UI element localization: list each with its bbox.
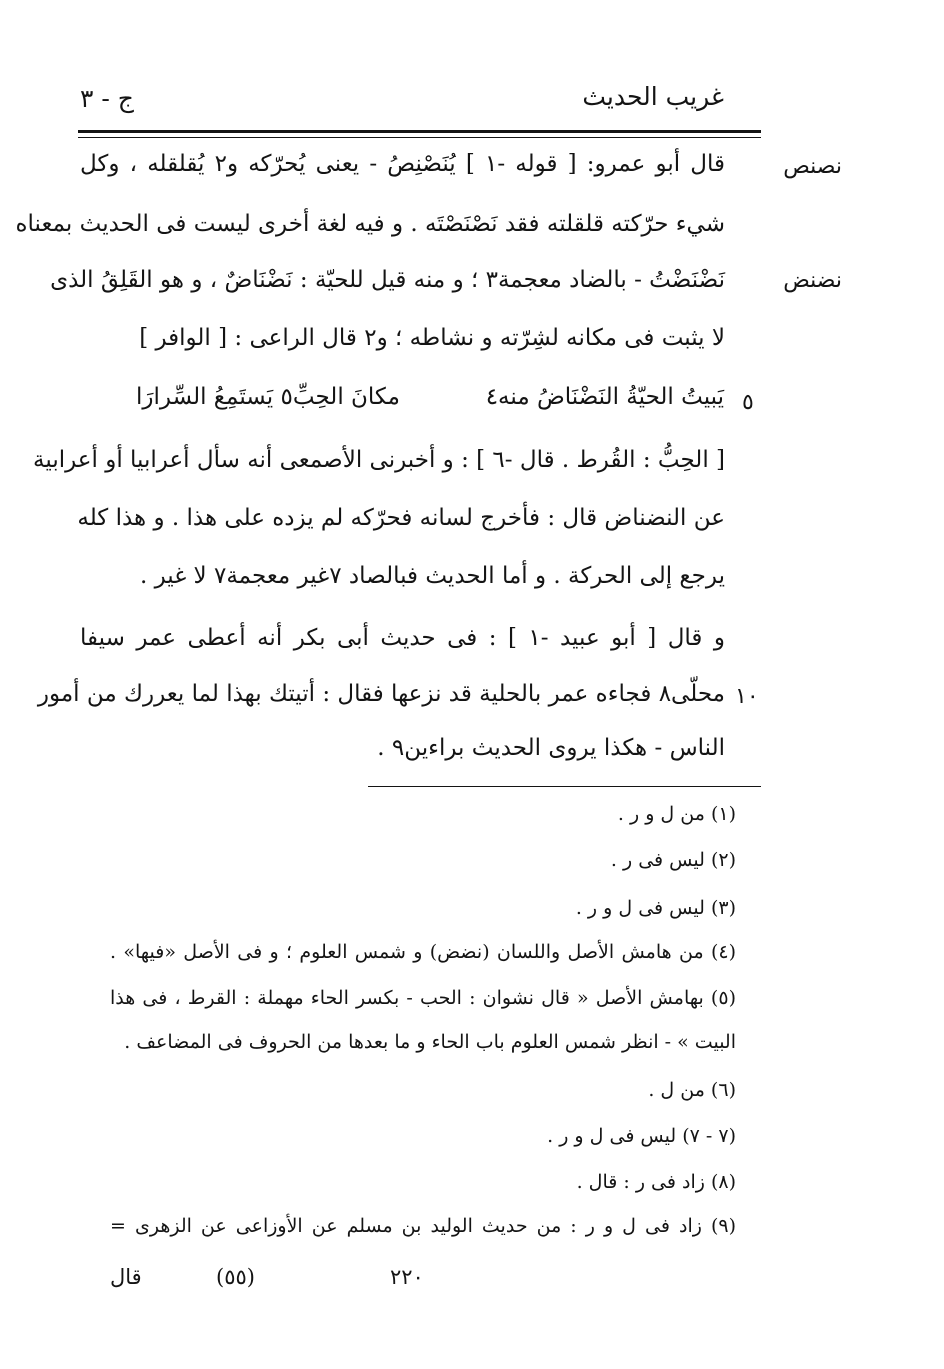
body-line: محلّى٨ فجاءه عمر بالحلية قد نزعها فقال : أتيتك بهذا لما يعررك من أمور xyxy=(37,681,725,707)
footnote-continued: البيت » - انظر شمس العلوم باب الحاء و ما بعدها من الحروف فى المضاعف . xyxy=(124,1031,736,1053)
verse-hemistich-left: مكانَ الحِبِّ٥ يَستَمِعُ السِّرارَا xyxy=(136,384,400,410)
footnote: (٤) من هامش الأصل واللسان (نضض) و شمس العلوم ؛ و فى الأصل «فيها» . xyxy=(110,941,736,963)
body-line: نَضْنَضْتُ - بالضاد معجمة٣ ؛ و منه قيل للحيّة : نَضْنَاضٌ ، و هو القَلِقُ الذى xyxy=(50,267,725,293)
body-line: لا يثبت فى مكانه لشِرّته و نشاطه ؛ و٢ قال الراعى : [ الوافر ] xyxy=(139,325,725,351)
footnote: (٩) زاد فى ل و ر : من حديث الوليد بن مسلم عن الأوزاعى عن الزهرى = xyxy=(110,1215,736,1237)
footnote: (٣) ليس فى ل و ر . xyxy=(575,897,736,919)
body-line: [ الحِبُّ : القُرط . قال -٦ ] : و أخبرنى الأصمعى أنه سأل أعرابيا أو أعرابية xyxy=(33,447,725,473)
footnote: (٧ - ٧) ليس فى ل و ر . xyxy=(547,1125,736,1147)
header-rule-thin xyxy=(78,137,761,138)
footnote: (٨) زاد فى ر : قال . xyxy=(576,1171,736,1193)
body-line: قال أبو عمرو: [ قوله -١ ] يُنَصْنِصُ - يعنى يُحرّكه و٢ يُقلقله ، وكل xyxy=(80,151,726,177)
margin-note-nadnad: نضنض xyxy=(783,268,842,293)
header-rule xyxy=(78,130,761,133)
page-number: ٢٢٠ xyxy=(390,1265,424,1289)
catchword: قال xyxy=(110,1265,142,1289)
volume-number: ج - ٣ xyxy=(80,84,134,113)
verse-hemistich-right: يَبيتُ الحيّةُ النَضْنَاضُ منه٤ xyxy=(485,384,724,410)
footnote: (٥) بهامش الأصل « قال نشوان : الحب - بكسر الحاء مهملة : القرط ، فى هذا xyxy=(110,987,736,1009)
line-number-10: ١٠ xyxy=(735,684,759,709)
footnote: (١) من ل و ر . xyxy=(617,803,736,825)
body-line: يرجع إلى الحركة . و أما الحديث فبالصاد ٧غير معجمة٧ لا غير . xyxy=(139,563,725,589)
body-line: و قال [ أبو عبيد -١ ] : فى حديث أبى بكر أنه أعطى عمر سيفا xyxy=(80,625,725,651)
margin-note-nasnas: نصنص xyxy=(783,154,842,179)
body-line: شيء حرّكته قلقلته فقد نَصْنَصْتَه . و فيه لغة أخرى ليست فى الحديث بمعناه xyxy=(15,211,725,237)
sheet-number: (٥٥) xyxy=(216,1265,255,1289)
footnote: (٢) ليس فى ر . xyxy=(610,849,736,871)
footnote: (٦) من ل . xyxy=(648,1079,736,1101)
line-number-5: ٥ xyxy=(742,390,754,415)
footnote-rule xyxy=(368,786,761,787)
body-line: عن النضناض قال : فأخرج لسانه فحرّكه لم يزده على هذا . و هذا كله xyxy=(77,505,725,531)
body-line: الناس - هكذا يروى الحديث براءين٩ . xyxy=(377,735,725,761)
running-title: غريب الحديث xyxy=(582,82,724,111)
